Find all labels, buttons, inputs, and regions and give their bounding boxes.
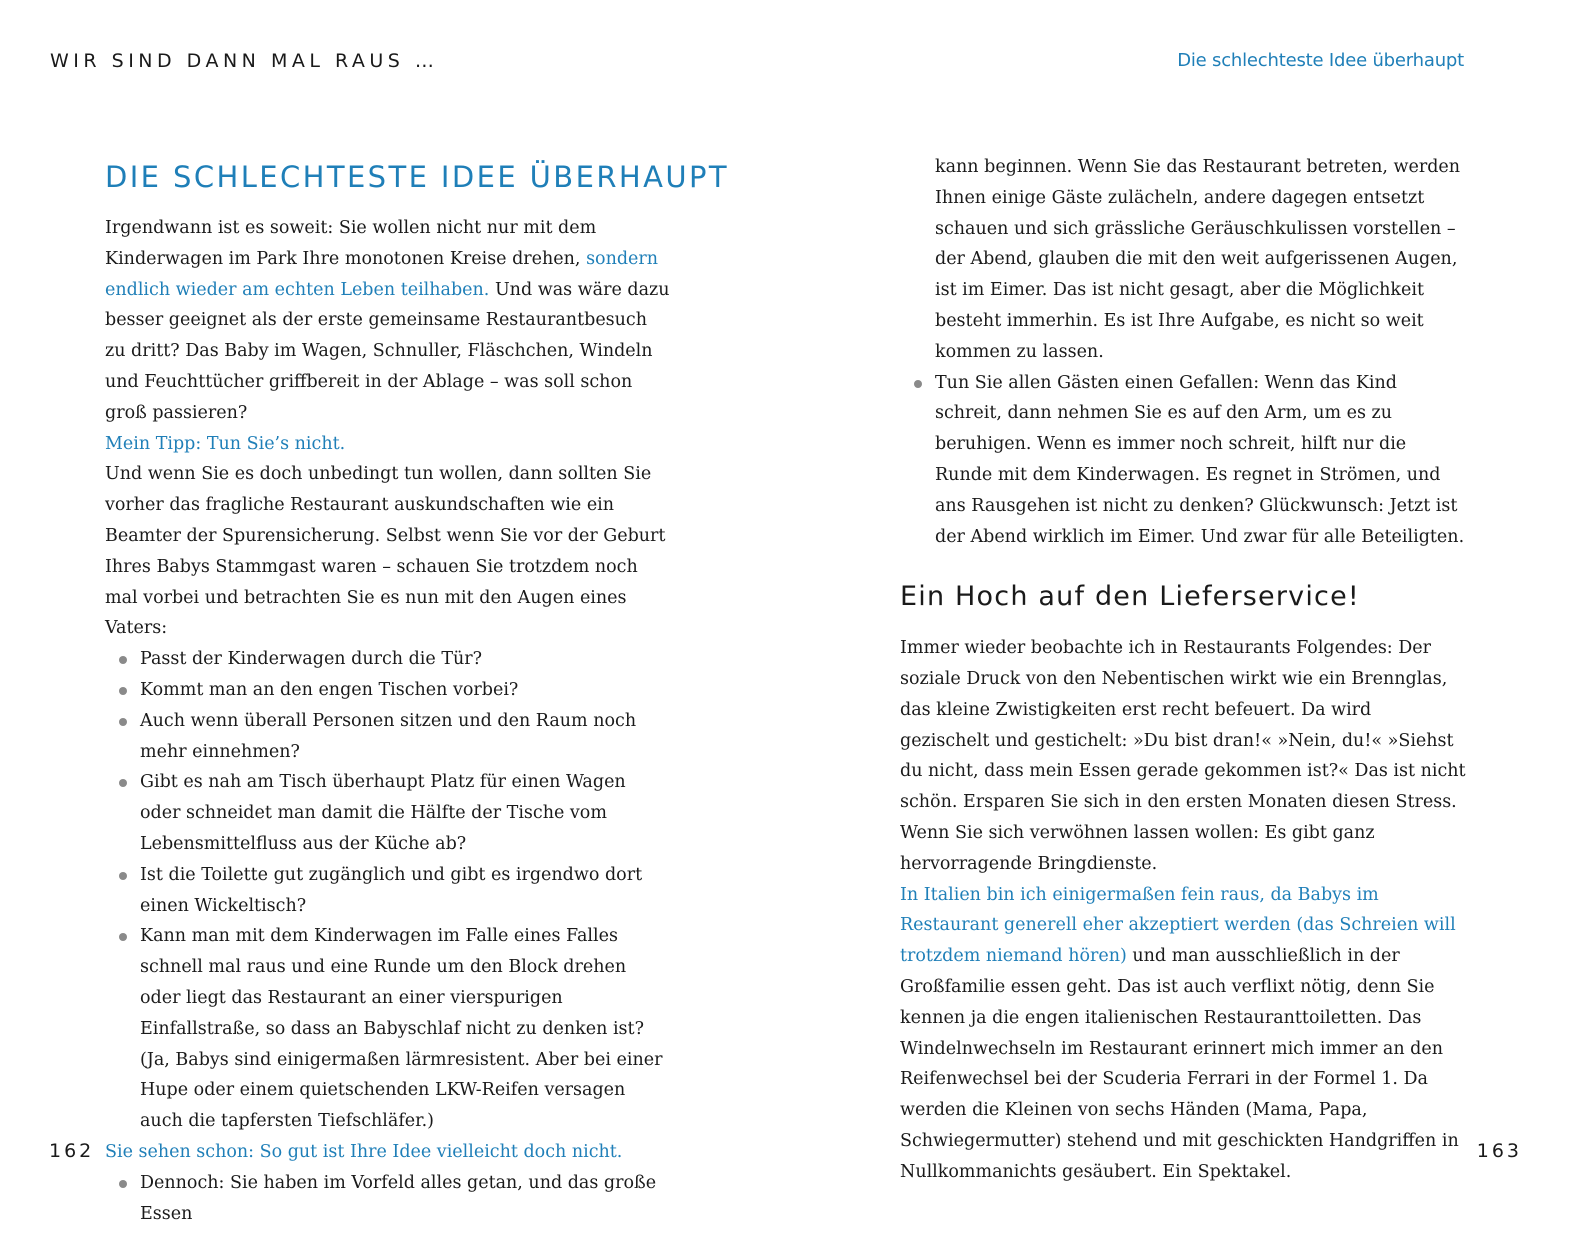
italy-paragraph (900, 880, 1466, 1188)
italy-highlight: In Italien bin ich einigermaßen fein raus, da Babys im Restaurant generell eher akzeptiert werden (das Schreien will trotzdem niemand hören) (900, 884, 1456, 967)
checklist (105, 644, 671, 1137)
page-number-left: 162 (49, 1140, 95, 1162)
list-item: Kann man mit dem Kinderwagen im Falle eines Falles schnell mal raus und eine Runde um den Block drehen oder liegt das Restaurant an einer vierspurigen Einfallstraße, so dass an Babyschlaf nicht zu denken ist? (Ja, Babys sind einigermaßen lärmresistent. Aber bei einer Hupe oder einem quietschenden LKW-Reifen versagen auch die tapfersten Tiefschläfer.) (105, 921, 671, 1137)
spacer (900, 552, 1466, 582)
right-page (797, 0, 1594, 1240)
intro-text-start: Irgendwann ist es soweit: Sie wollen nicht nur mit dem Kinderwagen im Park Ihre monotonen Kreise drehen, (105, 218, 597, 269)
delivery-paragraph: Immer wieder beobachte ich in Restaurants Folgendes: Der soziale Druck von den Nebentischen wirkt wie ein Brennglas, das kleine Zwistigkeiten erst recht befeuert. Da wird gezischelt und gestichelt: »Du bist dran!« »Nein, du!« »Siehst du nicht, dass mein Essen gerade gekommen ist?« Das ist nicht schön. Ersparen Sie sich in den ersten Monaten diesen Stress. Wenn Sie sich verwöhnen lassen wollen: Es gibt ganz hervorragende Bringdienste. (900, 638, 1466, 874)
continued-list-text: kann beginnen. Wenn Sie das Restaurant betreten, werden Ihnen einige Gäste zulächeln, andere dagegen entsetzt schauen und sich grässliche Geräuschkulissen vorstellen – der Abend, glauben die mit den weit aufgerissenen Augen, ist im Eimer. Das ist nicht gesagt, aber die Möglichkeit besteht immerhin. Es ist Ihre Aufgabe, es nicht so weit kommen zu lassen. (935, 157, 1461, 362)
list-item: Passt der Kinderwagen durch die Tür? (105, 644, 671, 675)
list-item: Kommt man an den engen Tischen vorbei? (105, 675, 671, 706)
list-item: Dennoch: Sie haben im Vorfeld alles getan, und das große Essen (105, 1168, 671, 1230)
subheading: Ein Hoch auf den Lieferservice! (900, 581, 1360, 613)
tip-line: Mein Tipp: Tun Sie’s nicht. (105, 433, 346, 454)
spacer (900, 613, 1466, 633)
list-item: Gibt es nah am Tisch überhaupt Platz für einen Wagen oder schneidet man damit die Hälfte der Tische vom Lebensmittelfluss aus der Küche ab? (105, 767, 671, 859)
final-list (105, 1168, 671, 1230)
running-head-right: Die schlechteste Idee überhaupt (1177, 50, 1464, 71)
intro-text-end: Und was wäre dazu besser geeignet als der erste gemeinsame Restaurantbesuch zu dritt? Das Baby im Wagen, Schnuller, Fläschchen, Windeln und Feuchttücher griffbereit in der Ablage – was soll schon groß passieren? (105, 279, 670, 423)
running-head-left: WIR SIND DANN MAL RAUS … (50, 50, 439, 72)
section-heading: DIE SCHLECHTESTE IDEE ÜBERHAUPT (105, 160, 729, 194)
italy-text: und man ausschließlich in der Großfamilie essen geht. Das ist auch verflixt nötig, denn Sie kennen ja die engen italienischen Restauranttoiletten. Das Windelnwechseln im Restaurant erinnert mich immer an den Reifenwechsel bei der Scuderia Ferrari in der Formel 1. Da werden die Kleinen von sechs Händen (Mama, Papa, Schwiegermutter) stehend und mit geschickten Handgriffen in Nullkommanichts gesäubert. Ein Spektakel. (900, 946, 1459, 1182)
page-number-right: 163 (1476, 1140, 1522, 1162)
intro-paragraph (105, 213, 671, 429)
list-item: Tun Sie allen Gästen einen Gefallen: Wenn das Kind schreit, dann nehmen Sie es auf den Arm, um es zu beruhigen. Wenn es immer noch schreit, hilft nur die Runde mit dem Kinderwagen. Es regnet in Strömen, und ans Rausgehen ist nicht zu denken? Glückwunsch: Jetzt ist der Abend wirklich im Eimer. Und zwar für alle Beteiligten. (900, 368, 1466, 553)
left-column (105, 213, 671, 1229)
right-column (900, 152, 1466, 1188)
intro-highlight: sondern endlich wieder am echten Leben teilhaben. (105, 248, 659, 300)
tips-list (900, 368, 1466, 553)
checklist-intro: Und wenn Sie es doch unbedingt tun wollen, dann sollten Sie vorher das fragliche Restaurant auskundschaften wie ein Beamter der Spurensicherung. Selbst wenn Sie vor der Geburt Ihres Babys Stammgast waren – schauen Sie trotzdem noch mal vorbei und betrachten Sie es nun mit den Augen eines Vaters: (105, 464, 666, 639)
list-item: Ist die Toilette gut zugänglich und gibt es irgendwo dort einen Wickeltisch? (105, 860, 671, 922)
conclusion-line: Sie sehen schon: So gut ist Ihre Idee vielleicht doch nicht. (105, 1141, 623, 1162)
list-item: Auch wenn überall Personen sitzen und den Raum noch mehr einnehmen? (105, 706, 671, 768)
